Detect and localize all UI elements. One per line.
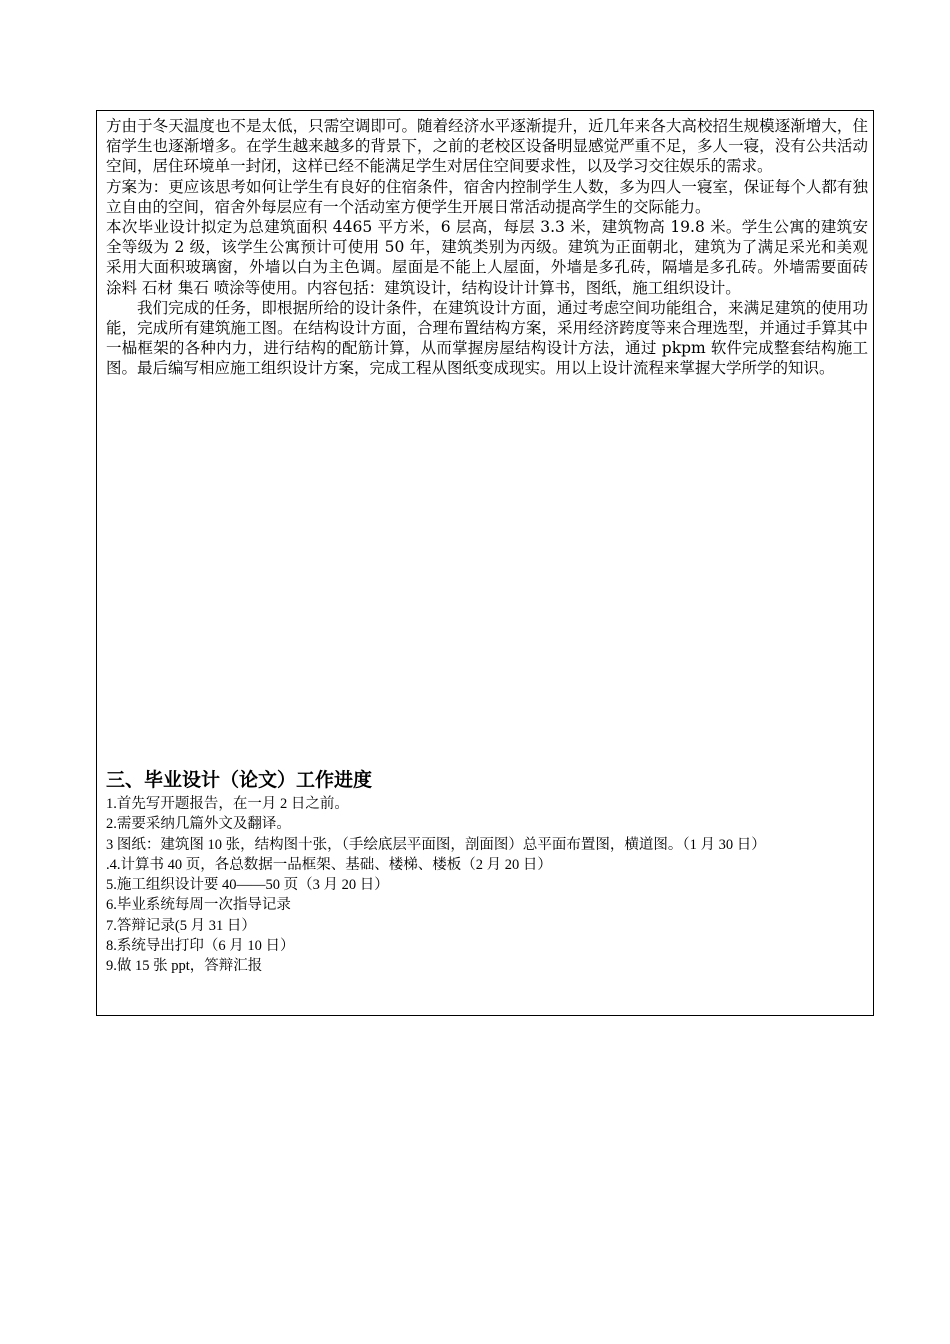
- list-item: 6.毕业系统每周一次指导记录: [106, 897, 291, 914]
- paragraph-tasks: 我们完成的任务，即根据所给的设计条件，在建筑设计方面，通过考虑空间功能组合，来满足建筑的使用功能，完成所有建筑施工图。在结构设计方面，合理布置结构方案，采用经济跨度等来合理选型，并通过手算其中一榀框架的各种内力，进行结构的配筋计算，从而掌握房屋结构设计方法，通过 pkpm 软件完成整套结构施工图。最后编写相应施工组织设计方案，完成工程从图纸变成现实。用以上设计流程来掌握大学所学的知识。: [106, 298, 868, 378]
- list-item: .4.计算书 40 页，各总数据一品框架、基础、楼梯、楼板（2 月 20 日）: [106, 856, 552, 873]
- list-item: 8.系统导出打印（6 月 10 日）: [106, 938, 295, 955]
- paragraph-scheme: 方案为：更应该思考如何让学生有良好的住宿条件，宿舍内控制学生人数，多为四人一寝室，保证每个人都有独立自由的空间，宿舍外每层应有一个活动室方便学生开展日常活动提高学生的交际能力。: [106, 177, 868, 216]
- list-item: 5.施工组织设计要 40——50 页（3 月 20 日）: [106, 877, 389, 894]
- section-title: 三、毕业设计（论文）工作进度: [106, 769, 373, 791]
- list-item: 2.需要采纳几篇外文及翻译。: [106, 816, 291, 833]
- paragraph-background: 方由于冬天温度也不是太低，只需空调即可。随着经济水平逐渐提升，近几年来各大高校招生规模逐渐增大，住宿学生也逐渐增多。在学生越来越多的背景下，之前的老校区设备明显感觉严重不足，多人一寝，没有公共活动空间，居住环境单一封闭，这样已经不能满足学生对居住空间要求性，以及学习交往娱乐的需求。: [106, 117, 868, 176]
- list-item: 1.首先写开题报告，在一月 2 日之前。: [106, 796, 349, 812]
- paragraph-design-overview: 本次毕业设计拟定为总建筑面积 4465 平方米，6 层高，每层 3.3 米，建筑物高 19.8 米。学生公寓的建筑安全等级为 2 级，该学生公寓预计可使用 50 年，建筑类别为丙级。建筑为正面朝北，建筑为了满足采光和美观采用大面积玻璃窗，外墙以白为主色调。屋面是不能上人屋面，外墙是多孔砖，隔墙是多孔砖。外墙需要面砖 涂料 石材 集石 喷涂等使用。内容包括：建筑设计，结构设计计算书，图纸，施工组织设计。: [106, 218, 868, 297]
- progress-list: [106, 794, 868, 977]
- list-item: 9.做 15 张 ppt，答辩汇报: [106, 958, 263, 975]
- list-item: 7.答辩记录(5 月 31 日）: [106, 917, 256, 934]
- list-item: 3 图纸：建筑图 10 张，结构图十张，（手绘底层平面图，剖面图）总平面布置图，横道图。（1 月 30 日）: [106, 836, 766, 853]
- body-text: [106, 116, 868, 379]
